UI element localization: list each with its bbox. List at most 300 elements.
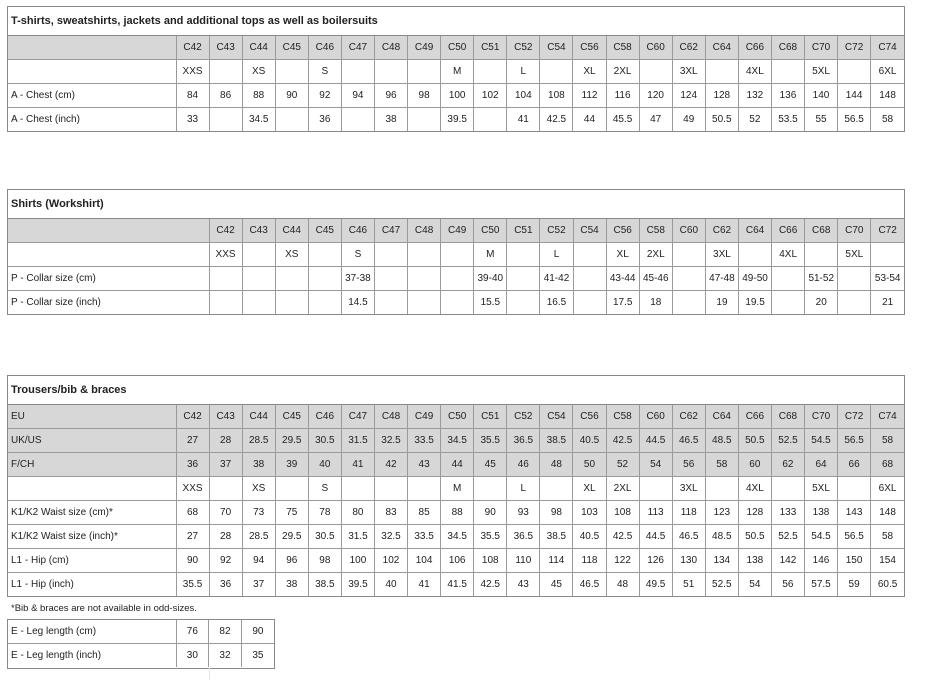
table-cell: C44: [275, 219, 308, 243]
table-cell: [838, 477, 871, 501]
table-cell: 86: [209, 84, 242, 108]
table-cell: 56: [771, 573, 804, 597]
table-cell: 114: [540, 549, 573, 573]
table-cell: 49.5: [639, 573, 672, 597]
table-row: [8, 405, 904, 429]
table-cell: C49: [408, 405, 441, 429]
table-row: [8, 477, 904, 501]
table-cell: [672, 267, 705, 291]
table-cell: 35.5: [176, 573, 209, 597]
row-label: [8, 477, 176, 501]
table-cell: C62: [672, 36, 705, 60]
table-cell: [772, 267, 805, 291]
table-cell: XL: [573, 60, 606, 84]
table-cell: 108: [474, 549, 507, 573]
row-label: K1/K2 Waist size (cm)*: [8, 501, 176, 525]
table-cell: C50: [441, 405, 474, 429]
table-cell: [838, 267, 871, 291]
table-cell: 14.5: [341, 291, 374, 315]
table-cell: 41: [507, 108, 540, 132]
table-cell: 45.5: [606, 108, 639, 132]
table-cell: 31.5: [341, 429, 374, 453]
table-cell: [507, 243, 540, 267]
table-cell: 40.5: [573, 525, 606, 549]
table-cell: 100: [441, 84, 474, 108]
table-cell: 70: [209, 501, 242, 525]
table-row: [8, 219, 904, 243]
table-cell: 53-54: [871, 267, 904, 291]
table-cell: 90: [275, 84, 308, 108]
table-cell: 103: [573, 501, 606, 525]
table-cell: 39-40: [474, 267, 507, 291]
table-cell: [639, 477, 672, 501]
table-cell: [507, 267, 540, 291]
table-cell: [374, 243, 407, 267]
table-cell: [705, 60, 738, 84]
table-cell: [308, 243, 341, 267]
table-cell: 83: [374, 501, 407, 525]
table-cell: 38.5: [540, 429, 573, 453]
table-cell: L: [507, 60, 540, 84]
table-cell: 39: [275, 453, 308, 477]
table-cell: 62: [771, 453, 804, 477]
table-cell: 30.5: [308, 429, 341, 453]
table-cell: [209, 108, 242, 132]
table-cell: 148: [871, 84, 904, 108]
row-label: [8, 243, 209, 267]
table-cell: S: [308, 477, 341, 501]
table-cell: 122: [606, 549, 639, 573]
table-cell: 50.5: [738, 429, 771, 453]
table-cell: 93: [507, 501, 540, 525]
table-cell: C47: [374, 219, 407, 243]
table-cell: 132: [738, 84, 771, 108]
table-cell: [374, 291, 407, 315]
table-cell: [408, 267, 441, 291]
table-cell: [209, 60, 242, 84]
table-row: [8, 84, 904, 108]
table-cell: 36: [209, 573, 242, 597]
table-cell: C72: [838, 405, 871, 429]
table-cell: 56.5: [838, 525, 871, 549]
table-cell: S: [308, 60, 341, 84]
table-cell: [573, 267, 606, 291]
shirts-section: [7, 189, 905, 315]
table-cell: 54.5: [804, 429, 837, 453]
row-label: E - Leg length (cm): [8, 620, 176, 644]
table-cell: [408, 291, 441, 315]
table-cell: 34.5: [441, 429, 474, 453]
table-cell: C46: [308, 36, 341, 60]
table-cell: C74: [871, 36, 904, 60]
table-cell: 144: [838, 84, 871, 108]
table-cell: 94: [242, 549, 275, 573]
table-cell: 28.5: [242, 525, 275, 549]
table-row: [8, 573, 904, 597]
table-cell: 38: [374, 108, 407, 132]
table-cell: 35: [241, 644, 274, 668]
table-cell: [209, 477, 242, 501]
table-cell: C56: [573, 405, 606, 429]
table-cell: 146: [804, 549, 837, 573]
table-cell: 30: [176, 644, 209, 668]
table-cell: C46: [341, 219, 374, 243]
table-cell: [275, 291, 308, 315]
table-cell: [474, 108, 507, 132]
table-cell: [408, 477, 441, 501]
table-cell: 102: [374, 549, 407, 573]
table-cell: 55: [804, 108, 837, 132]
table-cell: C60: [639, 36, 672, 60]
table-cell: [374, 60, 407, 84]
table-cell: [772, 291, 805, 315]
table-cell: 136: [771, 84, 804, 108]
table-cell: [639, 60, 672, 84]
table-cell: 28: [209, 525, 242, 549]
table-cell: 46.5: [573, 573, 606, 597]
table-cell: 80: [341, 501, 374, 525]
table-cell: [573, 291, 606, 315]
table-cell: 75: [275, 501, 308, 525]
table-cell: 32.5: [374, 525, 407, 549]
table-cell: C70: [838, 219, 871, 243]
table-cell: 35.5: [474, 525, 507, 549]
table-cell: 36.5: [507, 525, 540, 549]
table-cell: XXS: [176, 60, 209, 84]
row-label: L1 - Hip (inch): [8, 573, 176, 597]
table-cell: C43: [209, 405, 242, 429]
table-cell: 48: [606, 573, 639, 597]
table-cell: 39.5: [341, 573, 374, 597]
table-cell: [242, 267, 275, 291]
table-cell: [540, 477, 573, 501]
table-cell: XS: [242, 477, 275, 501]
table-cell: C49: [441, 219, 474, 243]
table-row: [8, 243, 904, 267]
table-cell: [739, 243, 772, 267]
table-cell: 32: [209, 644, 242, 668]
table-cell: 58: [871, 108, 904, 132]
table-cell: C44: [242, 36, 275, 60]
table-cell: [341, 108, 374, 132]
table-cell: C43: [209, 36, 242, 60]
table-cell: C48: [374, 36, 407, 60]
table-cell: C64: [705, 405, 738, 429]
table-cell: 46: [507, 453, 540, 477]
table-row: [8, 525, 904, 549]
table-cell: 35.5: [474, 429, 507, 453]
table-row: [8, 644, 274, 668]
table-cell: C45: [275, 405, 308, 429]
table-cell: [771, 477, 804, 501]
table-cell: [805, 243, 838, 267]
table-cell: 51-52: [805, 267, 838, 291]
table-cell: [242, 243, 275, 267]
table-cell: [871, 243, 904, 267]
table-cell: C51: [474, 405, 507, 429]
table-cell: 108: [606, 501, 639, 525]
table-cell: 4XL: [738, 477, 771, 501]
row-label: EU: [8, 405, 176, 429]
table-cell: 51: [672, 573, 705, 597]
table-cell: C43: [242, 219, 275, 243]
table-cell: 39.5: [441, 108, 474, 132]
table-cell: 52.5: [771, 525, 804, 549]
table-cell: 28: [209, 429, 242, 453]
table-cell: 43: [408, 453, 441, 477]
table-cell: C47: [341, 405, 374, 429]
row-label: L1 - Hip (cm): [8, 549, 176, 573]
table-cell: 3XL: [705, 243, 738, 267]
table-cell: [308, 267, 341, 291]
table-cell: C56: [573, 36, 606, 60]
row-label: K1/K2 Waist size (inch)*: [8, 525, 176, 549]
table-cell: 45: [474, 453, 507, 477]
table-cell: C64: [705, 36, 738, 60]
table-cell: C72: [838, 36, 871, 60]
table-cell: C58: [606, 405, 639, 429]
table-cell: 92: [308, 84, 341, 108]
table-cell: 41-42: [540, 267, 573, 291]
table-cell: C51: [507, 219, 540, 243]
table-cell: 140: [804, 84, 837, 108]
table-cell: C45: [275, 36, 308, 60]
leg-length-section: [7, 619, 275, 669]
table-cell: 60: [738, 453, 771, 477]
table-cell: 42.5: [540, 108, 573, 132]
table-cell: 148: [871, 501, 904, 525]
table-cell: [838, 291, 871, 315]
table-cell: C49: [408, 36, 441, 60]
table-cell: 6XL: [871, 60, 904, 84]
table-cell: 73: [242, 501, 275, 525]
table-cell: 52: [606, 453, 639, 477]
table-cell: C70: [804, 405, 837, 429]
table-cell: 110: [507, 549, 540, 573]
table-cell: 17.5: [606, 291, 639, 315]
table-cell: 66: [838, 453, 871, 477]
table-cell: C50: [474, 219, 507, 243]
table-cell: 58: [705, 453, 738, 477]
table-cell: [341, 477, 374, 501]
table-cell: 46.5: [672, 525, 705, 549]
table-cell: 78: [308, 501, 341, 525]
table-cell: 60.5: [871, 573, 904, 597]
table-cell: [209, 291, 242, 315]
table-cell: 52.5: [771, 429, 804, 453]
table-cell: 50: [573, 453, 606, 477]
table-cell: [275, 267, 308, 291]
table-cell: 52: [738, 108, 771, 132]
table-cell: 154: [871, 549, 904, 573]
table-cell: 150: [838, 549, 871, 573]
table-cell: 41: [408, 573, 441, 597]
table-cell: 128: [705, 84, 738, 108]
table-cell: 68: [871, 453, 904, 477]
table-cell: C54: [540, 405, 573, 429]
table-cell: 104: [507, 84, 540, 108]
table-cell: 21: [871, 291, 904, 315]
row-label: F/CH: [8, 453, 176, 477]
row-label: A - Chest (cm): [8, 84, 176, 108]
table-cell: 27: [176, 525, 209, 549]
table-cell: 54.5: [804, 525, 837, 549]
table-cell: 118: [672, 501, 705, 525]
table-cell: 19.5: [739, 291, 772, 315]
table-cell: XS: [242, 60, 275, 84]
table-row: [8, 549, 904, 573]
table-cell: [209, 267, 242, 291]
table-cell: C42: [176, 36, 209, 60]
table-cell: 29.5: [275, 525, 308, 549]
table-cell: 50.5: [738, 525, 771, 549]
table-cell: 4XL: [772, 243, 805, 267]
table-cell: 3XL: [672, 60, 705, 84]
table-cell: [374, 267, 407, 291]
table-cell: C52: [540, 219, 573, 243]
table-cell: [474, 60, 507, 84]
table-cell: C42: [209, 219, 242, 243]
table-cell: 3XL: [672, 477, 705, 501]
table-cell: 90: [176, 549, 209, 573]
table-cell: 96: [275, 549, 308, 573]
table-cell: 40: [374, 573, 407, 597]
table-cell: [441, 243, 474, 267]
table-cell: M: [441, 477, 474, 501]
table-cell: L: [507, 477, 540, 501]
table-cell: 100: [341, 549, 374, 573]
tshirts-section: [7, 6, 905, 132]
shirts-size-table: [8, 219, 904, 314]
table-cell: 138: [804, 501, 837, 525]
table-cell: [573, 243, 606, 267]
table-cell: C54: [573, 219, 606, 243]
table-cell: 98: [540, 501, 573, 525]
table-cell: 38.5: [540, 525, 573, 549]
table-cell: 59: [838, 573, 871, 597]
table-cell: [275, 108, 308, 132]
table-cell: C50: [441, 36, 474, 60]
row-label: [8, 36, 176, 60]
table-cell: 2XL: [639, 243, 672, 267]
table-cell: [275, 60, 308, 84]
table-cell: 76: [176, 620, 209, 644]
table-cell: 47: [639, 108, 672, 132]
table-cell: 29.5: [275, 429, 308, 453]
table-row: [8, 108, 904, 132]
table-cell: 128: [738, 501, 771, 525]
table-cell: [771, 60, 804, 84]
table-cell: 46.5: [672, 429, 705, 453]
table-cell: C68: [771, 405, 804, 429]
row-label: UK/US: [8, 429, 176, 453]
table-cell: [672, 291, 705, 315]
table-cell: 5XL: [804, 477, 837, 501]
table-cell: 44: [441, 453, 474, 477]
table-cell: 37-38: [341, 267, 374, 291]
table-cell: C66: [738, 405, 771, 429]
table-cell: 88: [242, 84, 275, 108]
table-cell: 38: [275, 573, 308, 597]
table-cell: C52: [507, 36, 540, 60]
table-cell: 123: [705, 501, 738, 525]
table-cell: 31.5: [341, 525, 374, 549]
table-cell: 57.5: [804, 573, 837, 597]
table-row: [8, 60, 904, 84]
table-cell: 92: [209, 549, 242, 573]
table-cell: 133: [771, 501, 804, 525]
table-cell: 54: [738, 573, 771, 597]
table-cell: XL: [573, 477, 606, 501]
table-cell: [242, 291, 275, 315]
table-cell: 45: [540, 573, 573, 597]
table-row: [8, 429, 904, 453]
row-label: [8, 60, 176, 84]
table-cell: 68: [176, 501, 209, 525]
trousers-section-title: Trousers/bib & braces: [8, 376, 904, 405]
table-cell: 38.5: [308, 573, 341, 597]
table-cell: [408, 108, 441, 132]
table-cell: C48: [408, 219, 441, 243]
table-cell: 49: [672, 108, 705, 132]
table-row: [8, 453, 904, 477]
table-cell: 33.5: [408, 429, 441, 453]
table-cell: C60: [639, 405, 672, 429]
table-cell: 48.5: [705, 525, 738, 549]
table-cell: [540, 60, 573, 84]
table-cell: 37: [242, 573, 275, 597]
table-cell: 43: [507, 573, 540, 597]
table-cell: 134: [705, 549, 738, 573]
table-cell: 33: [176, 108, 209, 132]
table-cell: [838, 60, 871, 84]
leg-length-table: [8, 620, 274, 667]
table-cell: 49-50: [739, 267, 772, 291]
table-cell: 58: [871, 429, 904, 453]
row-label: P - Collar size (inch): [8, 291, 209, 315]
tshirts-section-title: T-shirts, sweatshirts, jackets and additional tops as well as boilersuits: [8, 7, 904, 36]
table-cell: 58: [871, 525, 904, 549]
table-cell: 130: [672, 549, 705, 573]
table-cell: 96: [374, 84, 407, 108]
table-cell: 18: [639, 291, 672, 315]
page-edge-line: [209, 668, 210, 680]
table-cell: [374, 477, 407, 501]
table-cell: C68: [771, 36, 804, 60]
table-cell: XL: [606, 243, 639, 267]
table-cell: [507, 291, 540, 315]
table-cell: 40.5: [573, 429, 606, 453]
table-cell: 98: [308, 549, 341, 573]
tshirts-size-table: [8, 36, 904, 131]
table-cell: [672, 243, 705, 267]
table-cell: 34.5: [242, 108, 275, 132]
table-cell: [705, 477, 738, 501]
table-cell: 112: [573, 84, 606, 108]
table-cell: 90: [241, 620, 274, 644]
table-cell: C42: [176, 405, 209, 429]
table-cell: 28.5: [242, 429, 275, 453]
bib-braces-footnote: *Bib & braces are not available in odd-sizes.: [11, 603, 197, 614]
table-cell: 43-44: [606, 267, 639, 291]
table-cell: C48: [374, 405, 407, 429]
table-cell: [441, 291, 474, 315]
table-cell: 118: [573, 549, 606, 573]
table-cell: C64: [739, 219, 772, 243]
table-cell: C52: [507, 405, 540, 429]
table-cell: 85: [408, 501, 441, 525]
table-cell: 88: [441, 501, 474, 525]
